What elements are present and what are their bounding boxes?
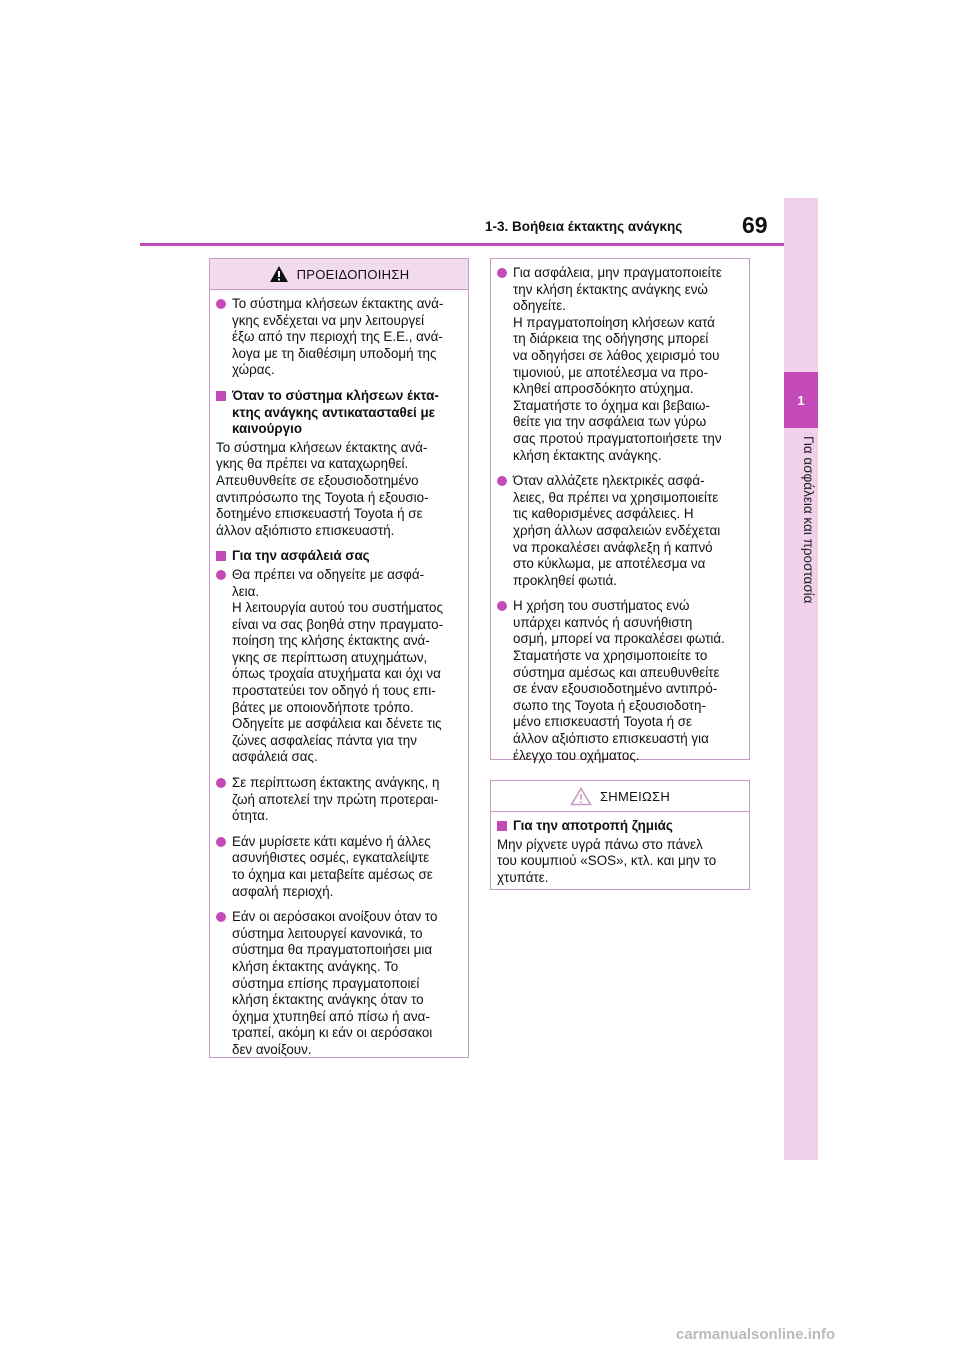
text-line: σύστημα αμέσως και απευθυνθείτε <box>513 664 720 680</box>
text-line: Η λειτουργία αυτού του συστήματος <box>232 600 443 616</box>
text-line: σε έναν εξουσιοδοτημένο αντιπρό- <box>513 681 718 697</box>
section-title: 1-3. Βοήθεια έκτακτης ανάγκης <box>485 219 683 234</box>
text-line: λεια. <box>232 583 260 599</box>
warning-bullet <box>497 473 743 589</box>
warning-box-right <box>490 258 750 763</box>
text-line: τη διάρκεια της οδήγησης μπορεί <box>513 331 709 347</box>
text-line: χτυπάτε. <box>497 869 549 885</box>
text-line: Εάν μυρίσετε κάτι καμένο ή άλλες <box>232 833 431 849</box>
text-line: γκης θα πρέπει να καταχωρηθεί. <box>216 456 409 472</box>
bullet-dot-icon <box>216 778 226 788</box>
text-line: σας προτού πραγματοποιήσετε την <box>513 430 722 446</box>
caution-outline-icon <box>570 787 592 806</box>
text-line: Σε περίπτωση έκτακτης ανάγκης, η <box>232 775 440 791</box>
text-line: ότητα. <box>232 808 269 824</box>
notice-title: ΣΗΜΕΙΩΣΗ <box>599 788 671 804</box>
text-line: Σταματήστε να χρησιμοποιείτε το <box>513 648 708 664</box>
bullet-dot-icon <box>216 912 226 922</box>
text-line: ασυνήθιστες οσμές, εγκαταλείψτε <box>232 850 430 866</box>
chapter-number-tab[interactable]: 1 <box>784 372 818 428</box>
text-line: Θα πρέπει να οδηγείτε με ασφά- <box>232 566 425 582</box>
text-line: Για την αποτροπή ζημιάς <box>513 818 673 833</box>
bullet-dot-icon <box>497 476 507 486</box>
text-line: χώρας. <box>232 362 275 378</box>
text-line: Απευθυνθείτε σε εξουσιοδοτημένο <box>216 472 419 488</box>
text-line: αντιπρόσωπο της Toyota ή εξουσιο- <box>216 489 429 505</box>
text-line: έλεγχο του οχήματος. <box>513 747 640 763</box>
warning-bullet <box>216 909 462 1058</box>
text-line: άλλον αξιόπιστο επισκευαστή. <box>216 522 395 538</box>
text-line: κλήση έκτακτης ανάγκης. Το <box>232 958 399 974</box>
text-line: Όταν το σύστημα κλήσεων έκτα- <box>232 387 439 403</box>
text-line: άλλον αξιόπιστο επισκευαστή για <box>513 731 709 747</box>
text-line: ασφάλειά σας. <box>232 749 318 765</box>
text-line: λειες, θα πρέπει να χρησιμοποιείτε <box>513 489 719 505</box>
text-line: σύστημα επίσης πραγματοποιεί <box>232 975 420 991</box>
text-line: προκληθεί φωτιά. <box>513 572 617 588</box>
text-line: όχημα χτυπηθεί από πίσω ή ανα- <box>232 1008 430 1024</box>
text-line: μένο επισκευαστή Toyota ή σε <box>513 714 693 730</box>
warning-bullet <box>216 296 462 379</box>
chapter-tab-strip <box>784 198 818 1160</box>
notice-box <box>490 780 750 890</box>
text-line: στο κύκλωμα, με αποτέλεσμα να <box>513 556 706 572</box>
text-line: προστατεύει τον οδηγό ή τους επι- <box>232 683 436 699</box>
text-line: ζωή αποτελεί την πρώτη προτεραι- <box>232 791 439 807</box>
text-line: καινούργιο <box>232 421 303 437</box>
text-line: ποίηση της κλήσης έκτακτης ανά- <box>232 633 430 649</box>
text-line: Όταν αλλάζετε ηλεκτρικές ασφά- <box>513 473 705 489</box>
chapter-title-vertical: Για ασφάλεια και προστασία <box>801 436 816 604</box>
text-line: κλήση έκτακτης ανάγκης. <box>513 447 662 463</box>
text-line: τιμονιού, με αποτέλεσμα να προ- <box>513 364 709 380</box>
text-line: να οδηγήσει σε λάθος χειρισμό του <box>513 347 720 363</box>
warning-bullet <box>216 775 462 825</box>
text-line: χρήση άλλων ασφαλειών ενδέχεται <box>513 522 721 538</box>
text-line: βάτες με οποιονδήποτε τρόπο. <box>232 699 414 715</box>
text-line: κτης ανάγκης αντικατασταθεί με <box>232 404 436 420</box>
text-line: δοτημένο επισκευαστή Toyota ή σε <box>216 506 423 522</box>
text-line: κλήση έκτακτης ανάγκης όταν το <box>232 992 424 1008</box>
square-marker-icon <box>216 391 226 401</box>
text-line: κληθεί απροσδόκητο ατύχημα. <box>513 381 694 397</box>
warning-paragraph <box>216 440 462 540</box>
text-line: θείτε για την ασφάλεια των γύρω <box>513 414 707 430</box>
header-rule <box>140 243 784 246</box>
text-line: το όχημα και μεταβείτε αμέσως σε <box>232 867 433 882</box>
bullet-dot-icon <box>216 299 226 309</box>
notice-subheading <box>497 818 743 835</box>
text-line: όπως τροχαία ατυχήματα και όχι να <box>232 666 441 682</box>
square-marker-icon <box>497 821 507 831</box>
warning-title: ΠΡΟΕΙΔΟΠΟΙΗΣΗ <box>296 266 410 282</box>
notice-paragraph <box>497 837 743 887</box>
text-line: δεν ανοίξουν. <box>232 1041 312 1057</box>
warning-header <box>210 259 468 290</box>
text-line: τις καθορισμένες ασφάλειες. Η <box>513 506 694 522</box>
warning-bullet <box>497 265 743 464</box>
text-line: σωπο της Toyota ή εξουσιοδοτη- <box>513 697 706 713</box>
warning-triangle-icon <box>269 265 289 283</box>
text-line: ζώνες ασφαλείας πάντα για την <box>232 732 417 748</box>
warning-box-left <box>209 258 469 1058</box>
text-line: Η χρήση του συστήματος ενώ <box>513 598 690 614</box>
text-line: γκης σε περίπτωση ατυχημάτων, <box>232 649 428 665</box>
text-line: Το σύστημα κλήσεων έκτακτης ανά- <box>232 296 444 311</box>
text-line: Σταματήστε το όχημα και βεβαιω- <box>513 397 710 413</box>
bullet-dot-icon <box>497 601 507 611</box>
text-line: Η πραγματοποίηση κλήσεων κατά <box>513 314 715 330</box>
text-line: σύστημα θα πραγματοποιήσει μια <box>232 942 433 958</box>
square-marker-icon <box>216 551 226 561</box>
warning-bullet <box>497 598 743 764</box>
text-line: Μην ρίχνετε υγρά πάνω στο πάνελ <box>497 836 703 852</box>
text-line: Οδηγείτε με ασφάλεια και δένετε τις <box>232 716 442 732</box>
footer-watermark: carmanualsonline.info <box>676 1326 836 1343</box>
warning-subheading <box>216 388 462 438</box>
text-line: Το σύστημα κλήσεων έκτακτης ανά- <box>216 439 428 455</box>
bullet-dot-icon <box>216 837 226 847</box>
warning-bullet <box>216 567 462 766</box>
warning-bullet <box>216 834 462 900</box>
text-line: οσμή, μπορεί να προκαλέσει φωτιά. <box>513 631 725 647</box>
text-line: την κλήση έκτακτης ανάγκης ενώ <box>513 281 708 297</box>
text-line: υπάρχει καπνός ή ασυνήθιστη <box>513 614 693 630</box>
text-line: του κουμπιού «SOS», κτλ. και μην το <box>497 853 717 869</box>
warning-subheading <box>216 548 462 565</box>
page-number: 69 <box>742 212 768 238</box>
bullet-dot-icon <box>216 570 226 580</box>
text-line: Για την ασφάλειά σας <box>232 548 370 564</box>
text-line: Εάν οι αερόσακοι ανοίξουν όταν το <box>232 909 438 925</box>
text-line: οδηγείτε. <box>513 298 566 314</box>
text-line: γκης ενδέχεται να μην λειτουργεί <box>232 312 425 328</box>
text-line: Για ασφάλεια, μην πραγματοποιείτε <box>513 265 722 280</box>
text-line: έξω από την περιοχή της Ε.Ε., ανά- <box>232 329 443 345</box>
text-line: ασφαλή περιοχή. <box>232 883 334 899</box>
text-line: να προκαλέσει ανάφλεξη ή καπνό <box>513 539 713 555</box>
text-line: σύστημα λειτουργεί κανονικά, το <box>232 925 423 941</box>
bullet-dot-icon <box>497 268 507 278</box>
notice-header <box>491 781 749 812</box>
text-line: τραπεί, ακόμη κι εάν οι αερόσακοι <box>232 1025 433 1041</box>
text-line: λογα με τη διαθέσιμη υποδομή της <box>232 345 437 361</box>
text-line: είναι να σας βοηθά στην πραγματο- <box>232 616 444 632</box>
